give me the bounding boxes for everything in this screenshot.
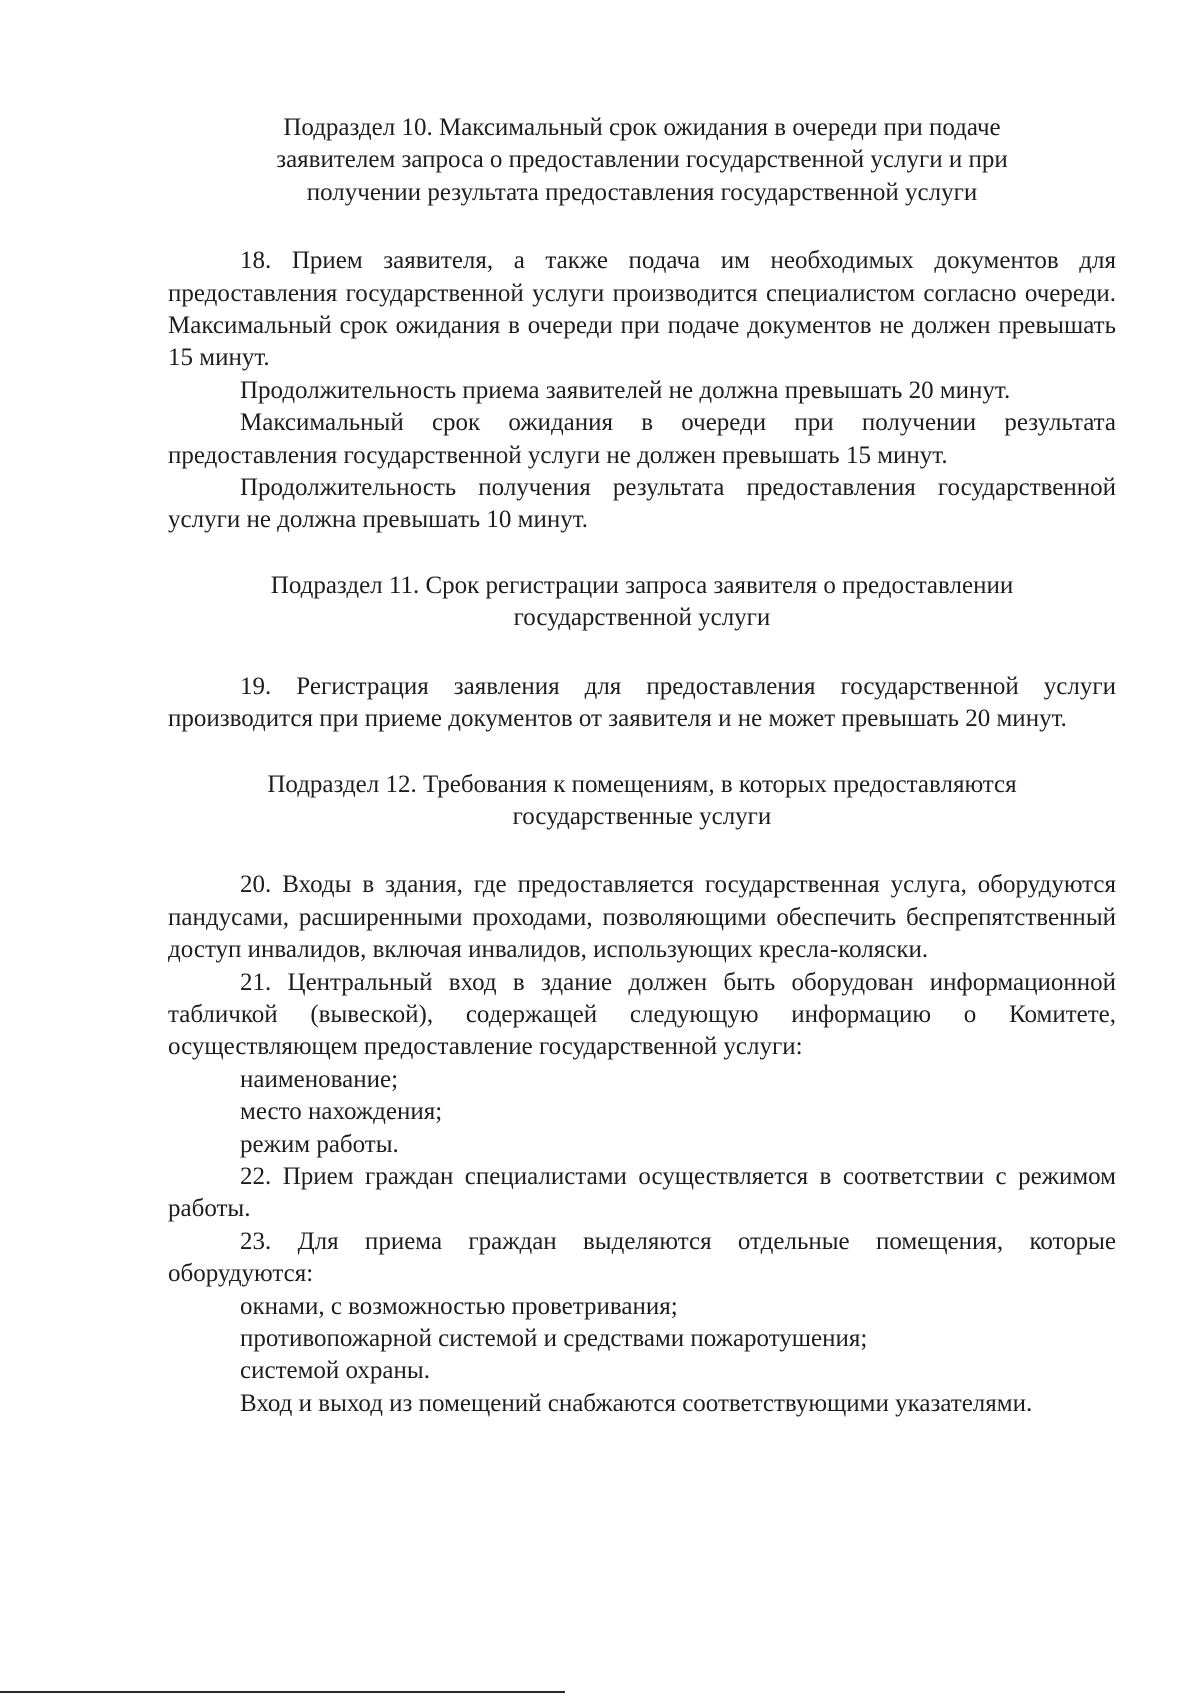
heading-line: Подраздел 11. Срок регистрации запроса заявителя о предоставлении bbox=[270, 571, 1014, 599]
list-item: системой охраны. bbox=[240, 1357, 430, 1385]
heading-line: заявителем запроса о предоставлении государственной услуги и при bbox=[276, 146, 1008, 174]
paragraph-19: 19. Регистрация заявления для предоставления государственной услуги производится при приеме документов от заявителя и не может превышать 20 минут. bbox=[168, 672, 1116, 733]
paragraph-22: 22. Прием граждан специалистами осуществляется в соответствии с режимом работы. bbox=[168, 1162, 1116, 1223]
heading-line: государственные услуги bbox=[512, 802, 772, 830]
list-item: противопожарной системой и средствами пожаротушения; bbox=[240, 1325, 868, 1352]
paragraph: Вход и выход из помещений снабжаются соответствующими указателями. bbox=[240, 1389, 1033, 1417]
section-heading-12 bbox=[168, 769, 1116, 834]
document-page bbox=[168, 112, 1116, 1420]
list-item: место нахождения; bbox=[240, 1098, 443, 1126]
paragraph-18: 18. Прием заявителя, а также подача им необходимых документов для предоставления государственной услуги производится специалистом согласно очереди. Максимальный срок ожидания в очереди при подаче документов не должен превышать 15 минут. bbox=[168, 247, 1116, 372]
heading-line: Подраздел 12. Требования к помещениям, в которых предоставляются bbox=[267, 770, 1017, 798]
heading-line: государственной услуги bbox=[513, 604, 771, 632]
paragraph-21: 21. Центральный вход в здание должен быть оборудован информационной табличкой (вывеской), содержащей следующую информацию о Комитете, осуществляющем предоставление государственной услуги: bbox=[168, 968, 1116, 1061]
page-bottom-rule bbox=[0, 1691, 565, 1693]
list-item: режим работы. bbox=[240, 1130, 399, 1158]
paragraph: Максимальный срок ожидания в очереди при получении результата предоставления государственной услуги не должен превышать 15 минут. bbox=[168, 409, 1116, 469]
heading-line: получении результата предоставления государственной услуги bbox=[306, 178, 978, 206]
heading-line: Подраздел 10. Максимальный срок ожидания в очереди при подаче bbox=[283, 114, 1001, 141]
section-heading-11 bbox=[168, 570, 1116, 635]
paragraph-20: 20. Входы в здания, где предоставляется государственная услуга, оборудуются пандусами, расширенными проходами, позволяющими обеспечить беспрепятственный доступ инвалидов, включая инвалидов, использующих кресла-коляски. bbox=[168, 871, 1116, 964]
section-heading-10 bbox=[168, 112, 1116, 209]
paragraph: Продолжительность получения результата предоставления государственной услуги не должна превышать 10 минут. bbox=[168, 474, 1116, 534]
list-item: окнами, с возможностью проветривания; bbox=[240, 1292, 678, 1320]
paragraph-23: 23. Для приема граждан выделяются отдельные помещения, которые оборудуются: bbox=[168, 1227, 1116, 1288]
list-item: наименование; bbox=[240, 1065, 399, 1093]
paragraph: Продолжительность приема заявителей не должна превышать 20 минут. bbox=[240, 376, 1011, 404]
